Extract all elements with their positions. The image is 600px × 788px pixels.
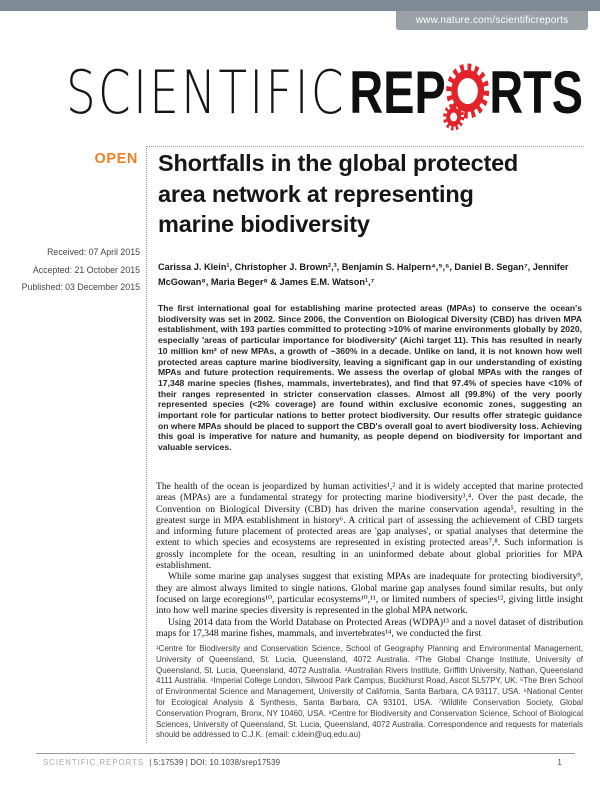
top-color-bar (0, 0, 600, 11)
column-divider-dotted (146, 146, 147, 743)
title-divider-dotted (147, 146, 584, 147)
brand-reports-left: REP (349, 59, 446, 126)
footer-doi: | 5:17539 | DOI: 10.1038/srep17539 (149, 758, 281, 767)
authors-line: Carissa J. Klein¹, Christopher J. Brown²,³, Benjamin S. Halpern⁴,⁵,⁶, Daniel B. Segan⁷, Jennifer McGowan⁸, Maria Beger⁸ & James E.M. Watson¹,⁷ (158, 262, 569, 287)
body-paragraph: Using 2014 data from the World Database on Protected Areas (WDPA)¹³ and a novel dataset of distribution maps for 17,348 marine fishes, mammals, and invertebrates¹⁴, we conducted the first (156, 616, 583, 639)
url-badge[interactable]: www.nature.com/scientificreports (396, 11, 588, 30)
accepted-date: Accepted: 21 October 2015 (32, 264, 140, 275)
published-date: Published: 03 December 2015 (21, 282, 140, 292)
article-dates (0, 244, 140, 297)
received-date: Received: 07 April 2015 (47, 247, 140, 257)
open-access-label: OPEN (94, 151, 138, 167)
footer-journal-name: SCIENTIFIC REPORTS (43, 758, 145, 767)
gears-icon (446, 63, 490, 119)
article-body (156, 481, 583, 639)
abstract-text: The first international goal for establishing marine protected areas (MPAs) to conserve the ocean's biodiversity was set in 2002. Since 2006, the Convention on Biological Diversity (CBD) has driven MPA establishment, with 193 parties committed to protecting >10% of marine environments globally by 2020, especially 'areas of particular importance for biodiversity' (Aichi target 11). This has resulted in nearly 10 million km² of new MPAs, a growth of ~360% in a decade. Unlike on land, it is not known how well protected areas capture marine biodiversity, leaving a significant gap in our understanding of existing MPAs and future protection requirements. We assess the overlap of global MPAs with the ranges of 17,348 marine species (fishes, mammals, invertebrates), and find that 97.4% of species have <10% of their ranges represented in stricter conservation classes. Almost all (99.8%) of the very poorly represented species (<2% coverage) are found within exclusive economic zones, suggesting an important role for particular nations to better protect biodiversity. Our results offer strategic guidance on where MPAs should be placed to support the CBD's overall goal to avert biodiversity loss. Achieving this goal is imperative for nature and humanity, as people depend on biodiversity for important and valuable services. (158, 303, 582, 453)
brand-scientific: SCIENTIFIC (66, 58, 346, 128)
brand-reports-right: RTS (489, 59, 583, 126)
footer-rule (36, 753, 575, 754)
footnotes-text: ¹Centre for Biodiversity and Conservation Science, School of Geography Planning and Environmental Management, University of Queensland, St. Lucia, Queensland, 4072 Australia. ²The Global Change Institute, University of Queensland, St. Lucia, Queensland, 4072 Australia. ³Australian Rivers Institute, Griffith University, Nathan, Queensland 4111 Australia. ⁴Imperial College London, Silwood Park Campus, Buckhurst Road, Ascot SL57PY, UK. ⁵The Bren School of Environmental Science and Management, University of California, Santa Barbara, CA 93117, USA. ⁶National Center for Ecological Analysis & Synthesis, Santa Barbara, CA 93101, USA. ⁷Wildlife Conservation Society, Global Conservation Program, Bronx, NY 10460, USA. ⁸Centre for Biodiversity and Conservation Science, School of Biological Sciences, University of Queensland, St. Lucia, Queensland, 4072 Australia. Correspondence and requests for materials should be addressed to C.J.K. (email: c.klein@uq.edu.au) (156, 644, 583, 740)
article-title (158, 148, 588, 240)
body-paragraph: The health of the ocean is jeopardized by human activities¹,² and it is widely accepted that marine protected areas (MPAs) are a fundamental strategy for protecting marine biodiversity³,⁴. Over the past decade, the Convention on Biological Diversity (CBD) has driven the marine conservation agenda⁵, resulting in the greatest surge in MPA establishment in history⁶. A critical part of assessing the achievement of CBD targets and informing future placement of protected areas are 'gap analyses', or spatial analyses that determine the extent to which species and ecosystems are represented in existing protected areas⁷,⁸. Such information is grossly incomplete for the ocean, resulting in an uninformed debate about global priorities for MPA establishment. (156, 481, 583, 572)
page-number: 1 (557, 757, 562, 767)
footer-citation (43, 758, 280, 767)
masthead (66, 58, 583, 138)
body-paragraph: While some marine gap analyses suggest that existing MPAs are inadequate for protecting biodiversity⁹, they are almost always limited to single nations. Global marine gap analyses found similar results, but only focused on large ecoregions¹⁰, particular ecosystems¹⁰,¹¹, or limited numbers of species¹², giving little insight into how well marine species diversity is represented in the global MPA network. (156, 571, 583, 617)
title-line-2: area network at representing (158, 180, 474, 207)
title-line-1: Shortfalls in the global protected (158, 150, 519, 176)
title-line-3: marine biodiversity (158, 211, 370, 237)
